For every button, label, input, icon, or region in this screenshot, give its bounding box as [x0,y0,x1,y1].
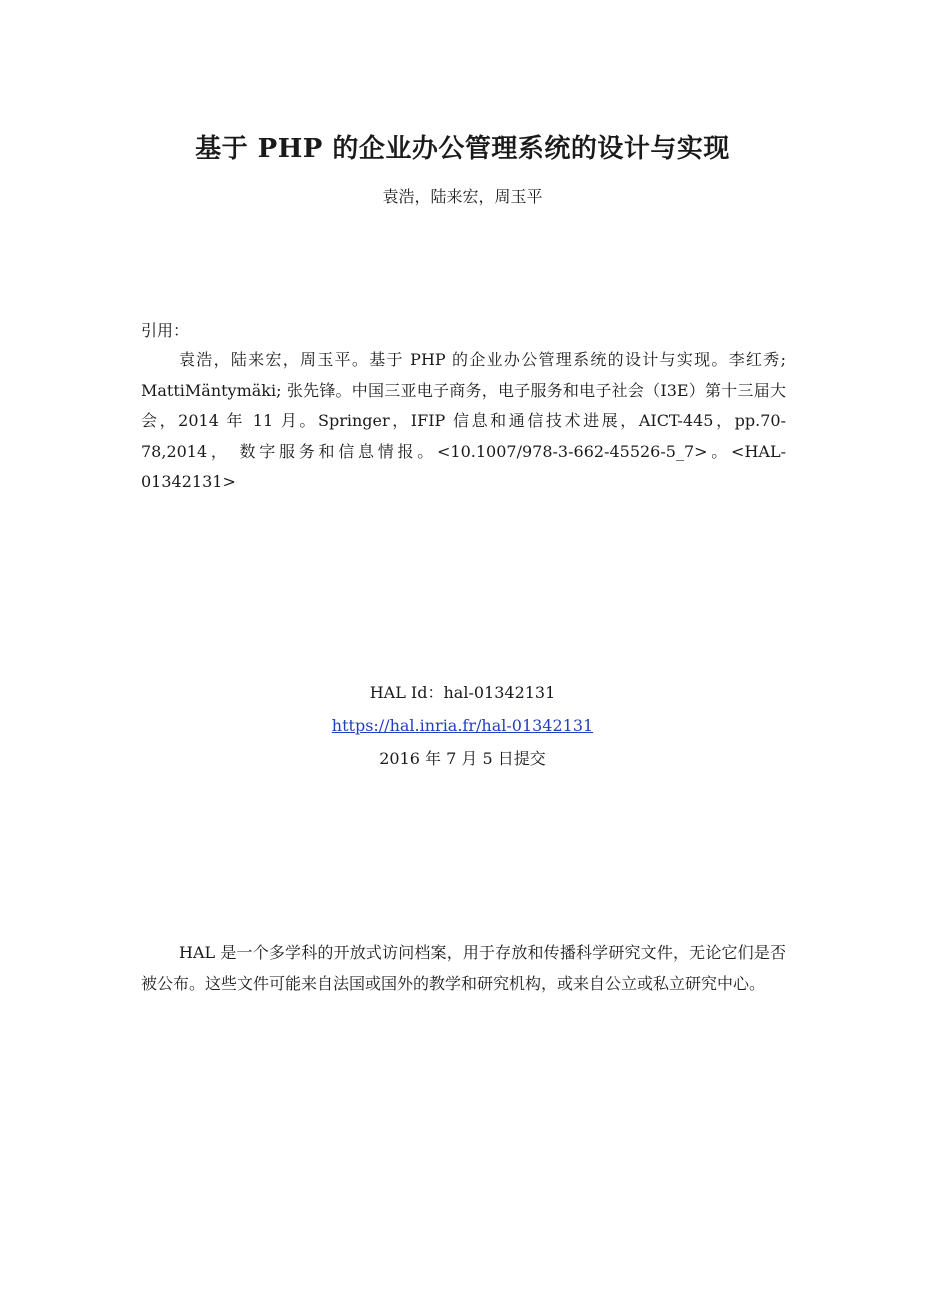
citation-text: 袁浩，陆来宏，周玉平。基于 PHP 的企业办公管理系统的设计与实现。李红秀; MattiMäntymäki; 张先锋。中国三亚电子商务，电子服务和电子社会（I3E）第十三届大会，2014 年 11 月。Springer，IFIP 信息和通信技术进展，AICT-445，pp.70-78,2014， 数字服务和信息情报。<10.1007/978-3-662-45526-5_7>。<HAL-01342131> [141,350,786,491]
submission-date: 2016 年 7 月 5 日提交 [379,749,546,768]
hal-description: HAL 是一个多学科的开放式访问档案，用于存放和传播科学研究文件，无论它们是否被公布。这些文件可能来自法国或国外的教学和研究机构，或来自公立或私立研究中心。 [141,943,786,993]
hal-info [0,676,925,775]
document-title: 基于 PHP 的企业办公管理系统的设计与实现 [195,134,730,164]
citation-label: 引用： [141,321,190,340]
document-authors: 袁浩，陆来宏，周玉平 [382,187,543,206]
hal-id: HAL Id：hal-01342131 [369,683,556,702]
hal-url-link[interactable]: https://hal.inria.fr/hal-01342131 [331,716,594,735]
